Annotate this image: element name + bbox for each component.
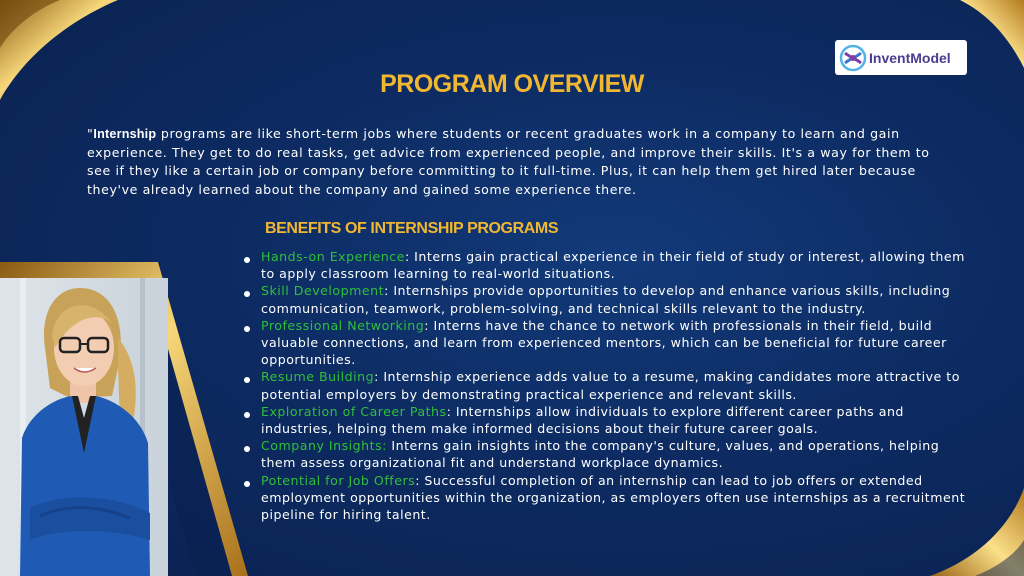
benefit-text: : Successful completion of an internship can lead to job offers or extended employment opportunities within the organization, as employers often use internships as a recruitment pipeline for hiring talent. (261, 472, 966, 523)
top-right-swoosh (960, 0, 1024, 68)
bullet-icon (244, 446, 250, 452)
benefits-heading: BENEFITS OF INTERNSHIP PROGRAMS (265, 220, 559, 237)
intro-open-quote: " (87, 126, 94, 141)
logo-text: InventModel (869, 49, 951, 66)
intro-text: programs are like short-term jobs where students or recent graduates work in a company to learn and gain experience. They get to do real tasks, get advice from experienced people, and improve their skills. It's a way for them to see if they like a certain job or company before committing to it full-time. Plus, it can help them get hired later because they've already learned about the company and gained some experience there. (87, 126, 930, 197)
benefit-name: Resume Building (261, 369, 375, 385)
benefit-text: : Interns gain practical experience in their field of study or interest, allowing them to apply classroom learning to real-world situations. (261, 249, 965, 282)
bullet-icon (244, 291, 250, 297)
bullet-icon (244, 412, 250, 418)
benefit-name: Skill Development (261, 283, 385, 299)
benefit-item (244, 317, 974, 369)
bullet-icon (244, 481, 250, 487)
benefit-name: Hands-on Experience (261, 249, 405, 264)
benefit-text: : Internship experience adds value to a resume, making candidates more attractive to potential employers by demonstrating practical experience and relevant skills. (261, 369, 960, 402)
benefit-name: Potential for Job Offers (261, 472, 416, 488)
benefits-list (244, 248, 974, 523)
benefit-item (244, 368, 974, 402)
benefit-item (244, 472, 974, 524)
benefit-text: : Internships allow individuals to explore different career paths and industries, helping them make informed decisions about their future career goals. (261, 403, 904, 437)
benefit-item (244, 248, 974, 282)
benefit-name: Exploration of Career Paths (261, 403, 447, 419)
benefit-text: : Interns have the chance to network with professionals in their field, build valuable connections, and learn from experienced mentors, which can be beneficial for future career opportunities. (261, 317, 947, 368)
benefit-name: Professional Networking (261, 317, 425, 333)
benefit-text: Interns gain insights into the company's culture, values, and operations, helping them assess organizational fit and understand workplace dynamics. (261, 438, 940, 471)
benefit-name: Company Insights: (261, 438, 387, 454)
inventmodel-logo-icon (839, 44, 867, 72)
benefit-text: : Internships provide opportunities to develop and enhance various skills, including communication, teamwork, problem-solving, and technical skills relevant to the industry. (261, 283, 951, 316)
bullet-icon (244, 257, 250, 263)
page-title: PROGRAM OVERVIEW (380, 70, 644, 98)
benefit-item (244, 282, 974, 316)
intro-paragraph (87, 125, 947, 199)
benefit-item (244, 403, 974, 437)
bullet-icon (244, 377, 250, 383)
bullet-icon (244, 326, 250, 332)
woman-photo (0, 278, 168, 576)
intro-keyword: Internship (93, 127, 157, 141)
benefit-item (244, 437, 974, 471)
